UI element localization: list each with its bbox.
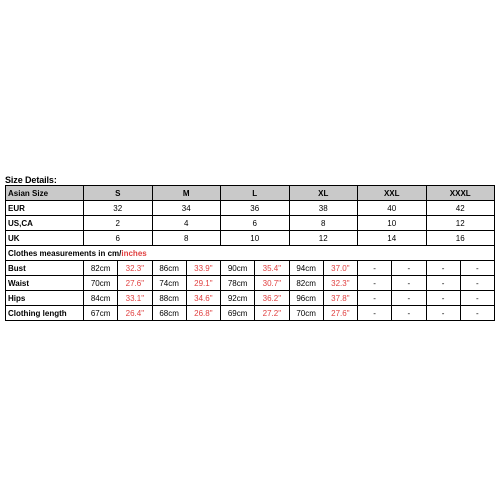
cm-value-cell: - [426,306,460,321]
conversion-row-us-ca [6,216,495,231]
cm-value-cell: 74cm [152,276,186,291]
cm-value-cell: 69cm [221,306,255,321]
row-label: Waist [6,276,84,291]
inch-value-cell: 33.9" [186,261,220,276]
table-cell: 10 [221,231,290,246]
cm-value-cell: - [358,261,392,276]
size-xxl-header: XXL [358,186,427,201]
row-label: UK [6,231,84,246]
inch-value-cell: - [460,291,494,306]
inch-value-cell: - [392,276,426,291]
inch-value-cell: 34.6" [186,291,220,306]
inch-value-cell: 37.8" [323,291,357,306]
table-cell: 16 [426,231,495,246]
conversion-row-uk [6,231,495,246]
measurement-row [6,306,495,321]
cm-value-cell: 90cm [221,261,255,276]
table-cell: 40 [358,201,427,216]
table-cell: 34 [152,201,221,216]
row-label: Clothing length [6,306,84,321]
cm-value-cell: 92cm [221,291,255,306]
size-xxxl-header: XXXL [426,186,495,201]
cm-value-cell: 96cm [289,291,323,306]
inch-value-cell: 33.1" [118,291,152,306]
table-cell: 14 [358,231,427,246]
inch-value-cell: 32.3" [323,276,357,291]
cm-value-cell: - [426,291,460,306]
cm-value-cell: - [426,261,460,276]
measurement-rows [6,261,495,321]
measurements-heading [6,246,495,261]
row-label: Hips [6,291,84,306]
asian-size-label: Asian Size [6,186,84,201]
row-label: Bust [6,261,84,276]
cm-value-cell: - [358,291,392,306]
cm-value-cell: 67cm [84,306,118,321]
size-table [5,185,495,321]
inch-value-cell: - [392,306,426,321]
measurements-heading-inches: inches [121,248,147,258]
inch-value-cell: 27.6" [323,306,357,321]
cm-value-cell: 86cm [152,261,186,276]
size-l-header: L [221,186,290,201]
inch-value-cell: - [392,261,426,276]
cm-value-cell: 78cm [221,276,255,291]
cm-value-cell: 68cm [152,306,186,321]
inch-value-cell: 29.1" [186,276,220,291]
table-cell: 12 [426,216,495,231]
inch-value-cell: 35.4" [255,261,289,276]
table-cell: 32 [84,201,153,216]
inch-value-cell: 26.8" [186,306,220,321]
table-cell: 12 [289,231,358,246]
inch-value-cell: 27.2" [255,306,289,321]
size-s-header: S [84,186,153,201]
table-cell: 6 [84,231,153,246]
inch-value-cell: 37.0" [323,261,357,276]
table-cell: 4 [152,216,221,231]
inch-value-cell: 30.7" [255,276,289,291]
inch-value-cell: - [460,261,494,276]
cm-value-cell: 70cm [289,306,323,321]
measurements-heading-prefix: Clothes measurements in cm/ [8,248,122,258]
table-cell: 2 [84,216,153,231]
inch-value-cell: - [460,276,494,291]
cm-value-cell: 94cm [289,261,323,276]
inch-value-cell: 26.4" [118,306,152,321]
inch-value-cell: 27.6" [118,276,152,291]
size-m-header: M [152,186,221,201]
cm-value-cell: 82cm [289,276,323,291]
inch-value-cell: - [392,291,426,306]
table-cell: 8 [152,231,221,246]
cm-value-cell: - [358,276,392,291]
measurement-row [6,291,495,306]
size-details-title: Size Details: [5,175,57,185]
table-cell: 6 [221,216,290,231]
size-header-row [6,186,495,201]
row-label: EUR [6,201,84,216]
measurement-row [6,276,495,291]
cm-value-cell: 88cm [152,291,186,306]
measurements-heading-row [6,246,495,261]
cm-value-cell: 70cm [84,276,118,291]
inch-value-cell: 36.2" [255,291,289,306]
row-label: US,CA [6,216,84,231]
table-cell: 42 [426,201,495,216]
cm-value-cell: - [358,306,392,321]
cm-value-cell: 84cm [84,291,118,306]
inch-value-cell: 32.3" [118,261,152,276]
table-cell: 36 [221,201,290,216]
measurement-row [6,261,495,276]
conversion-row-eur [6,201,495,216]
table-cell: 8 [289,216,358,231]
size-xl-header: XL [289,186,358,201]
table-cell: 38 [289,201,358,216]
table-cell: 10 [358,216,427,231]
inch-value-cell: - [460,306,494,321]
cm-value-cell: 82cm [84,261,118,276]
cm-value-cell: - [426,276,460,291]
